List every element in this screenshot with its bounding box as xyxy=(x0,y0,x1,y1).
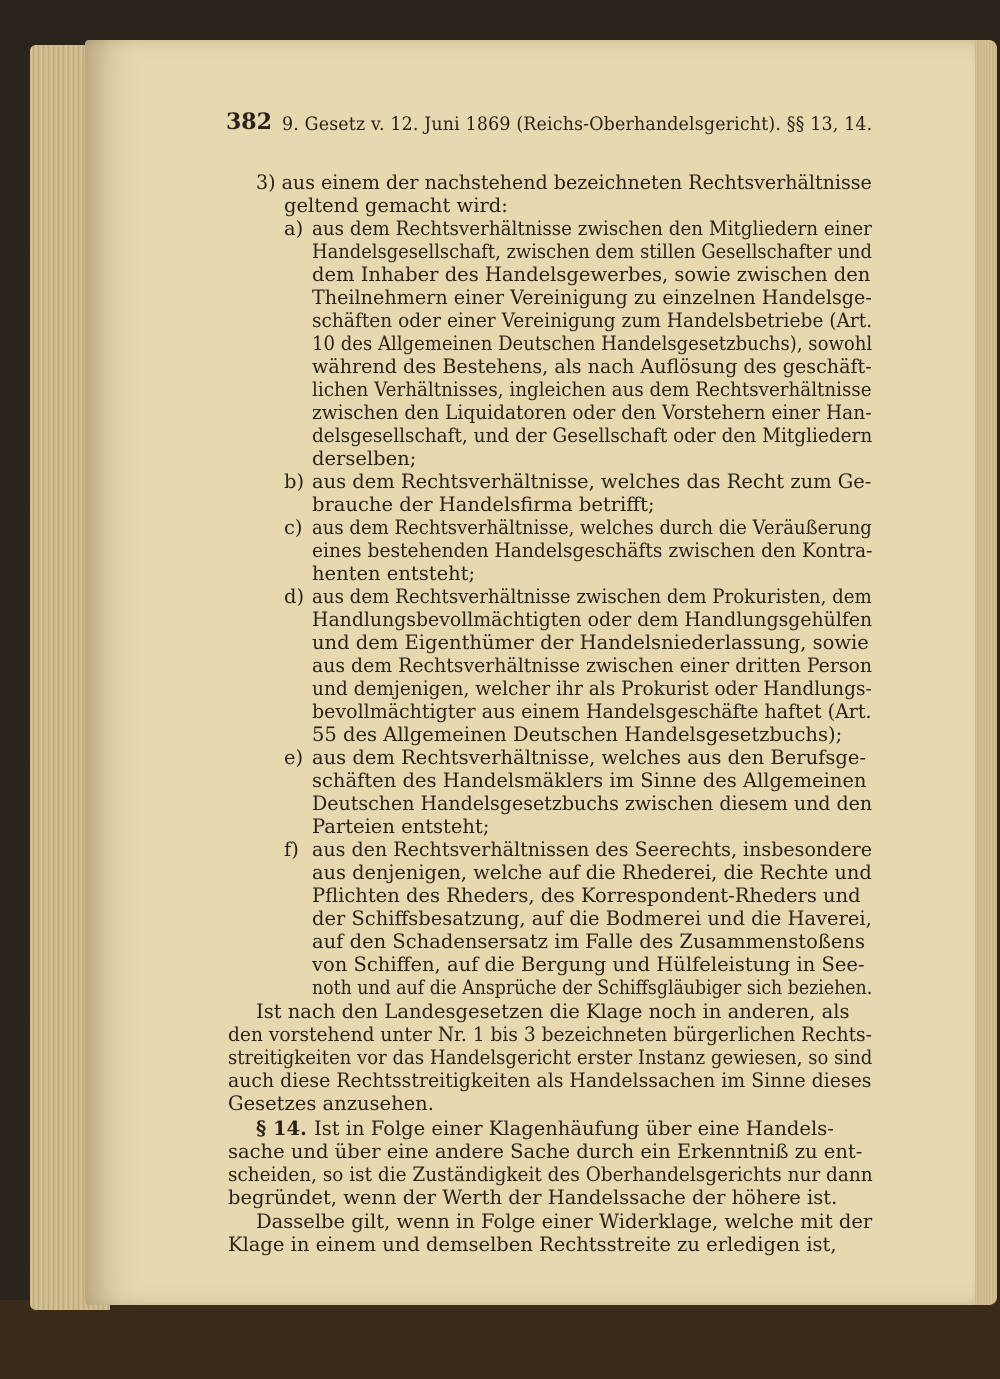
item-a-line: Handelsgesellschaft, zwischen dem stillen Gesellschafter und xyxy=(312,240,872,263)
section-14-line: begründet, wenn der Werth der Handelssache der höhere ist. xyxy=(228,1186,838,1209)
item-a-line: dem Inhaber des Handelsgewerbes, sowie zwischen den xyxy=(312,263,871,286)
item-b-line: aus dem Rechtsverhältnisse, welches das Recht zum Ge- xyxy=(312,470,872,493)
item-f-line: auf den Schadensersatz im Falle des Zusammenstoßens xyxy=(312,930,865,953)
item-a-line: derselben; xyxy=(312,447,417,470)
item-f-line: aus den Rechtsverhältnissen des Seerechts, insbesondere xyxy=(312,838,873,861)
item-d-line: und dem Eigenthümer der Handelsniederlassung, sowie xyxy=(312,631,869,654)
item-a-line: lichen Verhältnisses, ingleichen aus dem Rechtsverhältnisse xyxy=(312,378,872,401)
item-f-line: aus denjenigen, welche auf die Rhederei, die Rechte und xyxy=(312,861,872,884)
item-d-marker: d) xyxy=(284,585,305,608)
intro-line-2: geltend gemacht wird: xyxy=(284,194,508,217)
paragraph-1-line: streitigkeiten vor das Handelsgericht erster Instanz gewiesen, so sind xyxy=(228,1046,873,1069)
item-e-line: schäften des Handelsmäklers im Sinne des Allgemeinen xyxy=(312,769,867,792)
running-head: 9. Gesetz v. 12. Juni 1869 (Reichs-Oberhandelsgericht). §§ 13, 14. xyxy=(282,113,873,135)
item-e-line: aus dem Rechtsverhältnisse, welches aus den Berufsge- xyxy=(312,746,866,769)
item-f-line: der Schiffsbesatzung, auf die Bodmerei und die Haverei, xyxy=(312,907,872,930)
paragraph-2-line: Klage in einem und demselben Rechtsstreite zu erledigen ist, xyxy=(228,1233,837,1256)
item-a-line: 10 des Allgemeinen Deutschen Handelsgesetzbuchs), sowohl xyxy=(312,332,873,355)
item-b-line: brauche der Handelsfirma betrifft; xyxy=(312,493,655,516)
item-a-marker: a) xyxy=(284,217,304,240)
item-c-line: henten entsteht; xyxy=(312,562,476,585)
section-14-line: scheiden, so ist die Zuständigkeit des Oberhandelsgerichts nur dann xyxy=(228,1163,873,1186)
section-14-line: sache und über eine andere Sache durch ein Erkenntniß zu ent- xyxy=(228,1140,863,1163)
item-d-line: bevollmächtigter aus einem Handelsgeschäfte haftet (Art. xyxy=(312,700,872,723)
page-number: 382 xyxy=(226,109,272,135)
item-d-line: 55 des Allgemeinen Deutschen Handelsgesetzbuchs); xyxy=(312,723,843,746)
item-a-line: Theilnehmern einer Vereinigung zu einzelnen Handelsge- xyxy=(312,286,872,309)
item-a-line: während des Bestehens, als nach Auflösung des geschäft- xyxy=(312,355,872,378)
item-b-marker: b) xyxy=(284,470,305,493)
item-f-line: noth und auf die Ansprüche der Schiffsgläubiger sich beziehen. xyxy=(312,976,873,999)
item-e-line: Parteien entsteht; xyxy=(312,815,490,838)
item-a-line: schäften oder einer Vereinigung zum Handelsbetriebe (Art. xyxy=(312,309,873,332)
item-f-marker: f) xyxy=(284,838,299,861)
item-f-line: Pflichten des Rheders, des Korrespondent-Rheders und xyxy=(312,884,861,907)
item-a-line: delsgesellschaft, und der Gesellschaft oder den Mitgliedern xyxy=(312,424,873,447)
item-e-line: Deutschen Handelsgesetzbuchs zwischen diesem und den xyxy=(312,792,873,815)
item-c-line: aus dem Rechtsverhältnisse, welches durch die Veräußerung xyxy=(312,516,872,539)
item-e-marker: e) xyxy=(284,746,304,769)
intro-line-1: 3) aus einem der nachstehend bezeichneten Rechtsverhältnisse xyxy=(256,171,872,194)
section-14-line: Ist in Folge einer Klagenhäufung über eine Handels- xyxy=(314,1117,834,1140)
paragraph-1-line: Ist nach den Landesgesetzen die Klage noch in anderen, als xyxy=(256,1000,850,1023)
paragraph-2-line: Dasselbe gilt, wenn in Folge einer Widerklage, welche mit der xyxy=(256,1210,873,1233)
item-a-line: aus dem Rechtsverhältnisse zwischen den Mitgliedern einer xyxy=(312,217,872,240)
item-a-line: zwischen den Liquidatoren oder den Vorstehern einer Han- xyxy=(312,401,872,424)
item-d-line: aus dem Rechtsverhältnisse zwischen einer dritten Person xyxy=(312,654,873,677)
item-c-line: eines bestehenden Handelsgeschäfts zwischen den Kontra- xyxy=(312,539,873,562)
item-c-marker: c) xyxy=(284,516,303,539)
item-d-line: und demjenigen, welcher ihr als Prokurist oder Handlungs- xyxy=(312,677,872,700)
paragraph-1-line: den vorstehend unter Nr. 1 bis 3 bezeichneten bürgerlichen Rechts- xyxy=(228,1023,872,1046)
item-d-line: aus dem Rechtsverhältnisse zwischen dem Prokuristen, dem xyxy=(312,585,872,608)
section-14-label: § 14. xyxy=(256,1117,307,1140)
paragraph-1-line: auch diese Rechtsstreitigkeiten als Handelssachen im Sinne dieses xyxy=(228,1069,872,1092)
item-f-line: von Schiffen, auf die Bergung und Hülfeleistung in See- xyxy=(312,953,865,976)
item-d-line: Handlungsbevollmächtigten oder dem Handlungsgehülfen xyxy=(312,608,873,631)
paragraph-1-line: Gesetzes anzusehen. xyxy=(228,1092,434,1115)
